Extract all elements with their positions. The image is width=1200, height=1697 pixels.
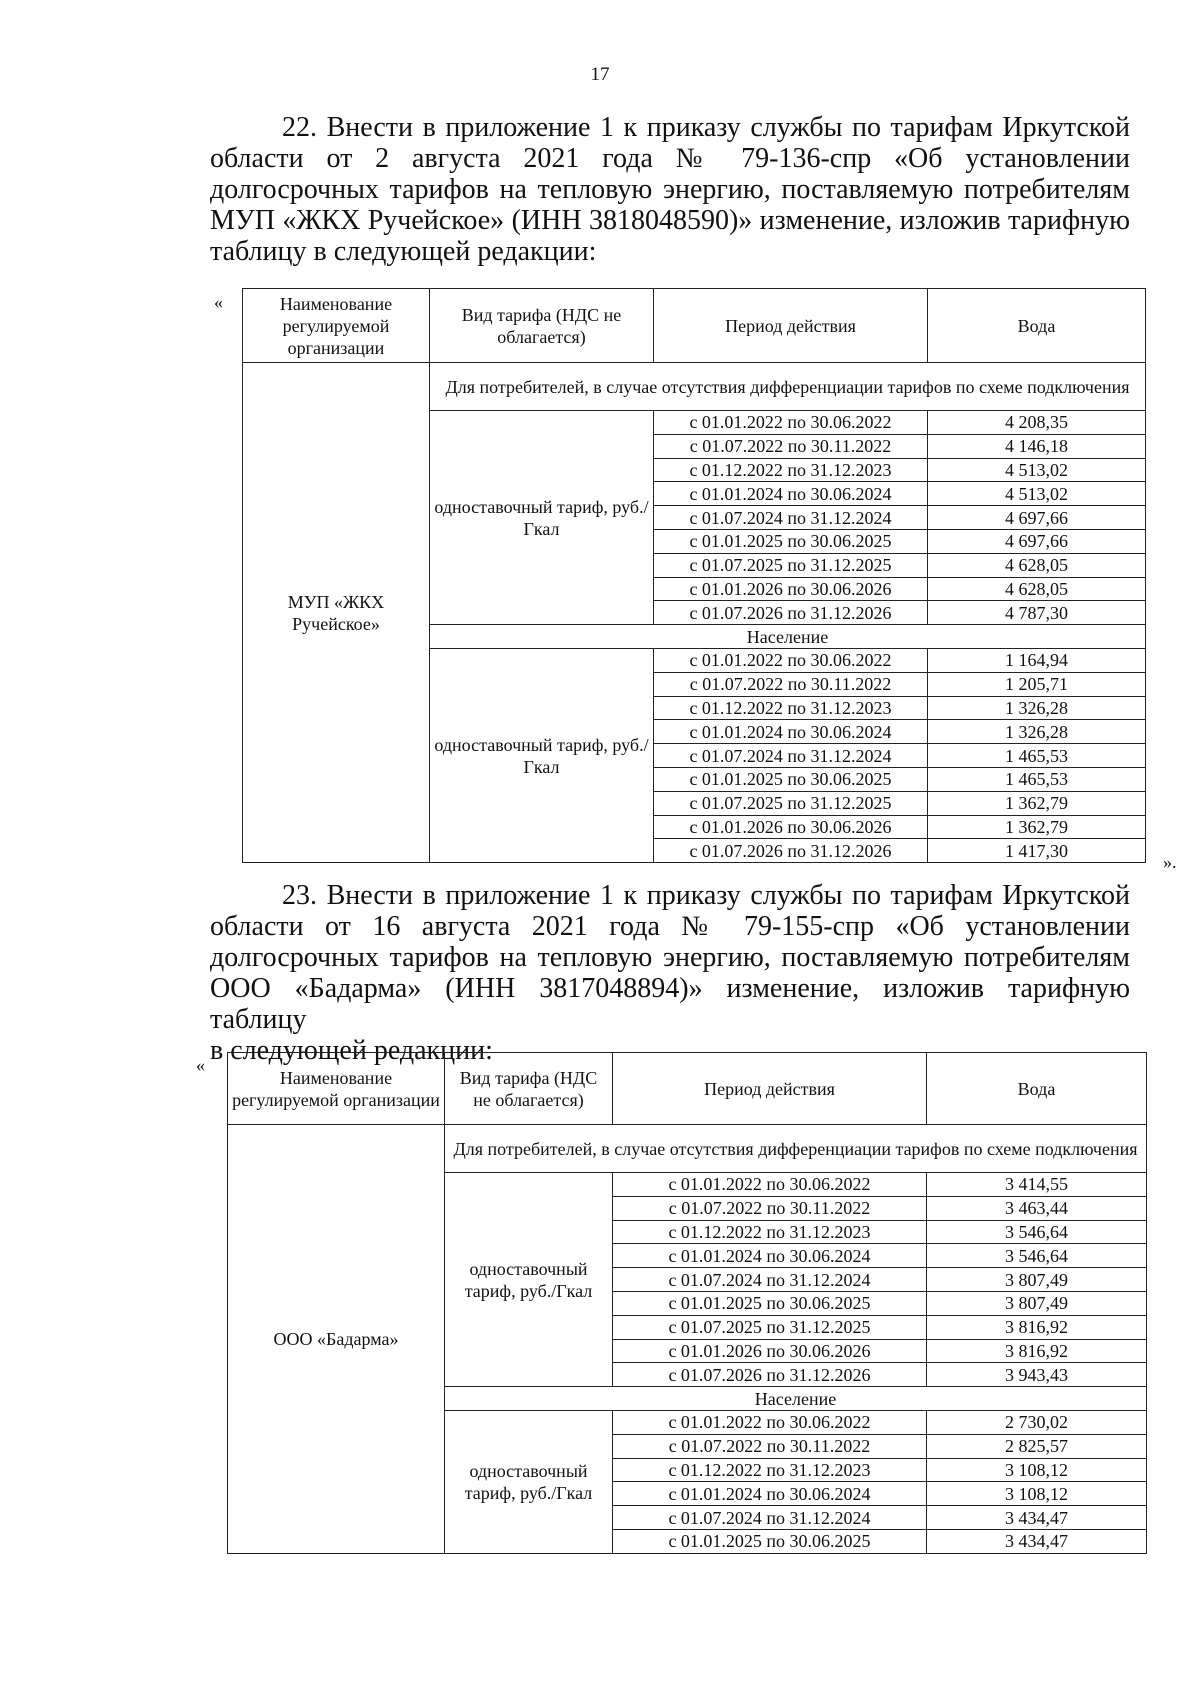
group-title: Для потребителей, в случае отсутствия дифференциации тарифов по схеме подключения	[445, 1125, 1147, 1173]
paragraph-line: в следующей редакции:	[210, 1035, 493, 1066]
header-water: Вода	[927, 1053, 1147, 1125]
period-cell: с 01.07.2024 по 31.12.2024	[654, 506, 928, 530]
value-cell: 3 108,12	[927, 1482, 1147, 1506]
value-cell: 3 434,47	[927, 1506, 1147, 1530]
period-cell: с 01.07.2024 по 31.12.2024	[613, 1506, 927, 1530]
period-cell: с 01.01.2025 по 30.06.2025	[654, 767, 928, 791]
value-cell: 2 730,02	[927, 1410, 1147, 1434]
tariff-table-22	[242, 288, 1146, 863]
value-cell: 1 326,28	[928, 696, 1146, 720]
organization-cell: ООО «Бадарма»	[228, 1125, 445, 1554]
period-cell: с 01.07.2022 по 30.11.2022	[654, 434, 928, 458]
value-cell: 3 546,64	[927, 1220, 1147, 1244]
value-cell: 1 362,79	[928, 791, 1146, 815]
paragraph-line: области от 16 августа 2021 года № 79-155-спр «Об установлении	[210, 911, 1130, 942]
tariff-label: одноставочный тариф, руб./Гкал	[430, 648, 654, 862]
header-tariff-type: Вид тарифа (НДС не облагается)	[445, 1053, 613, 1125]
period-cell: с 01.12.2022 по 31.12.2023	[654, 696, 928, 720]
period-cell: с 01.01.2022 по 30.06.2022	[613, 1410, 927, 1434]
period-cell: с 01.01.2022 по 30.06.2022	[613, 1173, 927, 1197]
period-cell: с 01.01.2024 по 30.06.2024	[654, 482, 928, 506]
period-cell: с 01.07.2026 по 31.12.2026	[654, 839, 928, 863]
paragraph-line: области от 2 августа 2021 года № 79-136-спр «Об установлении	[210, 143, 1130, 174]
value-cell: 3 816,92	[927, 1315, 1147, 1339]
period-cell: с 01.01.2025 по 30.06.2025	[654, 529, 928, 553]
value-cell: 4 697,66	[928, 506, 1146, 530]
tariff-label: одноставочный тариф, руб./Гкал	[430, 411, 654, 625]
period-cell: с 01.07.2026 по 31.12.2026	[654, 601, 928, 625]
group-title-row	[228, 1125, 1147, 1173]
period-cell: с 01.01.2026 по 30.06.2026	[654, 815, 928, 839]
period-cell: с 01.07.2024 по 31.12.2024	[613, 1268, 927, 1292]
value-cell: 3 434,47	[927, 1529, 1147, 1553]
value-cell: 1 465,53	[928, 744, 1146, 768]
period-cell: с 01.07.2022 по 30.11.2022	[613, 1196, 927, 1220]
value-cell: 3 414,55	[927, 1173, 1147, 1197]
period-cell: с 01.12.2022 по 31.12.2023	[654, 458, 928, 482]
group-title: Для потребителей, в случае отсутствия дифференциации тарифов по схеме подключения	[430, 363, 1146, 411]
tariff-label: одноставочный тариф, руб./Гкал	[445, 1410, 613, 1553]
tariff-table-23	[227, 1052, 1147, 1554]
value-cell: 1 164,94	[928, 648, 1146, 672]
paragraph-line: 23. Внести в приложение 1 к приказу службы по тарифам Иркутской	[282, 880, 1130, 911]
value-cell: 3 463,44	[927, 1196, 1147, 1220]
table-header-row	[228, 1053, 1147, 1125]
period-cell: с 01.01.2022 по 30.06.2022	[654, 648, 928, 672]
period-cell: с 01.01.2024 по 30.06.2024	[654, 720, 928, 744]
value-cell: 4 787,30	[928, 601, 1146, 625]
value-cell: 3 943,43	[927, 1363, 1147, 1387]
value-cell: 3 807,49	[927, 1291, 1147, 1315]
header-period: Период действия	[613, 1053, 927, 1125]
paragraph-line: таблицу в следующей редакции:	[210, 236, 597, 267]
value-cell: 3 816,92	[927, 1339, 1147, 1363]
paragraph-line: долгосрочных тарифов на тепловую энергию, поставляемую потребителям	[210, 174, 1130, 205]
period-cell: с 01.07.2026 по 31.12.2026	[613, 1363, 927, 1387]
value-cell: 3 108,12	[927, 1458, 1147, 1482]
header-period: Период действия	[654, 289, 928, 363]
value-cell: 1 326,28	[928, 720, 1146, 744]
header-water: Вода	[928, 289, 1146, 363]
value-cell: 1 362,79	[928, 815, 1146, 839]
paragraph-line: 22. Внести в приложение 1 к приказу службы по тарифам Иркутской	[282, 112, 1130, 143]
group-title: Население	[445, 1387, 1147, 1411]
paragraph-line: МУП «ЖКХ Ручейское» (ИНН 3818048590)» изменение, изложив тарифную	[210, 205, 1130, 236]
value-cell: 1 417,30	[928, 839, 1146, 863]
period-cell: с 01.01.2024 по 30.06.2024	[613, 1244, 927, 1268]
period-cell: с 01.07.2024 по 31.12.2024	[654, 744, 928, 768]
period-cell: с 01.12.2022 по 31.12.2023	[613, 1220, 927, 1244]
paragraph-line: ООО «Бадарма» (ИНН 3817048894)» изменение, изложив тарифную таблицу	[210, 973, 1130, 1035]
tariff-label: одноставочный тариф, руб./Гкал	[445, 1173, 613, 1387]
value-cell: 4 628,05	[928, 577, 1146, 601]
period-cell: с 01.01.2026 по 30.06.2026	[613, 1339, 927, 1363]
period-cell: с 01.01.2025 по 30.06.2025	[613, 1291, 927, 1315]
group-title: Население	[430, 625, 1146, 649]
value-cell: 4 146,18	[928, 434, 1146, 458]
period-cell: с 01.07.2025 по 31.12.2025	[654, 553, 928, 577]
section-23-paragraph	[210, 880, 1130, 1066]
period-cell: с 01.07.2022 по 30.11.2022	[613, 1434, 927, 1458]
value-cell: 4 628,05	[928, 553, 1146, 577]
paragraph-line: долгосрочных тарифов на тепловую энергию, поставляемую потребителям	[210, 942, 1130, 973]
section-22-paragraph	[210, 112, 1130, 267]
value-cell: 1 205,71	[928, 672, 1146, 696]
period-cell: с 01.07.2022 по 30.11.2022	[654, 672, 928, 696]
group-title-row	[243, 363, 1146, 411]
table-header-row	[243, 289, 1146, 363]
period-cell: с 01.07.2025 по 31.12.2025	[613, 1315, 927, 1339]
value-cell: 3 807,49	[927, 1268, 1147, 1292]
header-org: Наименование регулируемой организации	[228, 1053, 445, 1125]
close-quote: ».	[1163, 852, 1177, 872]
organization-cell: МУП «ЖКХ Ручейское»	[243, 363, 430, 863]
period-cell: с 01.12.2022 по 31.12.2023	[613, 1458, 927, 1482]
value-cell: 4 513,02	[928, 482, 1146, 506]
period-cell: с 01.01.2022 по 30.06.2022	[654, 411, 928, 435]
value-cell: 4 513,02	[928, 458, 1146, 482]
value-cell: 3 546,64	[927, 1244, 1147, 1268]
open-quote: «	[214, 292, 223, 312]
header-tariff-type: Вид тарифа (НДС не облагается)	[430, 289, 654, 363]
page-number: 17	[590, 64, 610, 85]
period-cell: с 01.07.2025 по 31.12.2025	[654, 791, 928, 815]
value-cell: 1 465,53	[928, 767, 1146, 791]
value-cell: 4 697,66	[928, 529, 1146, 553]
period-cell: с 01.01.2024 по 30.06.2024	[613, 1482, 927, 1506]
open-quote: «	[196, 1055, 205, 1075]
period-cell: с 01.01.2026 по 30.06.2026	[654, 577, 928, 601]
value-cell: 4 208,35	[928, 411, 1146, 435]
header-org: Наименование регулируемой организации	[243, 289, 430, 363]
period-cell: с 01.01.2025 по 30.06.2025	[613, 1529, 927, 1553]
value-cell: 2 825,57	[927, 1434, 1147, 1458]
